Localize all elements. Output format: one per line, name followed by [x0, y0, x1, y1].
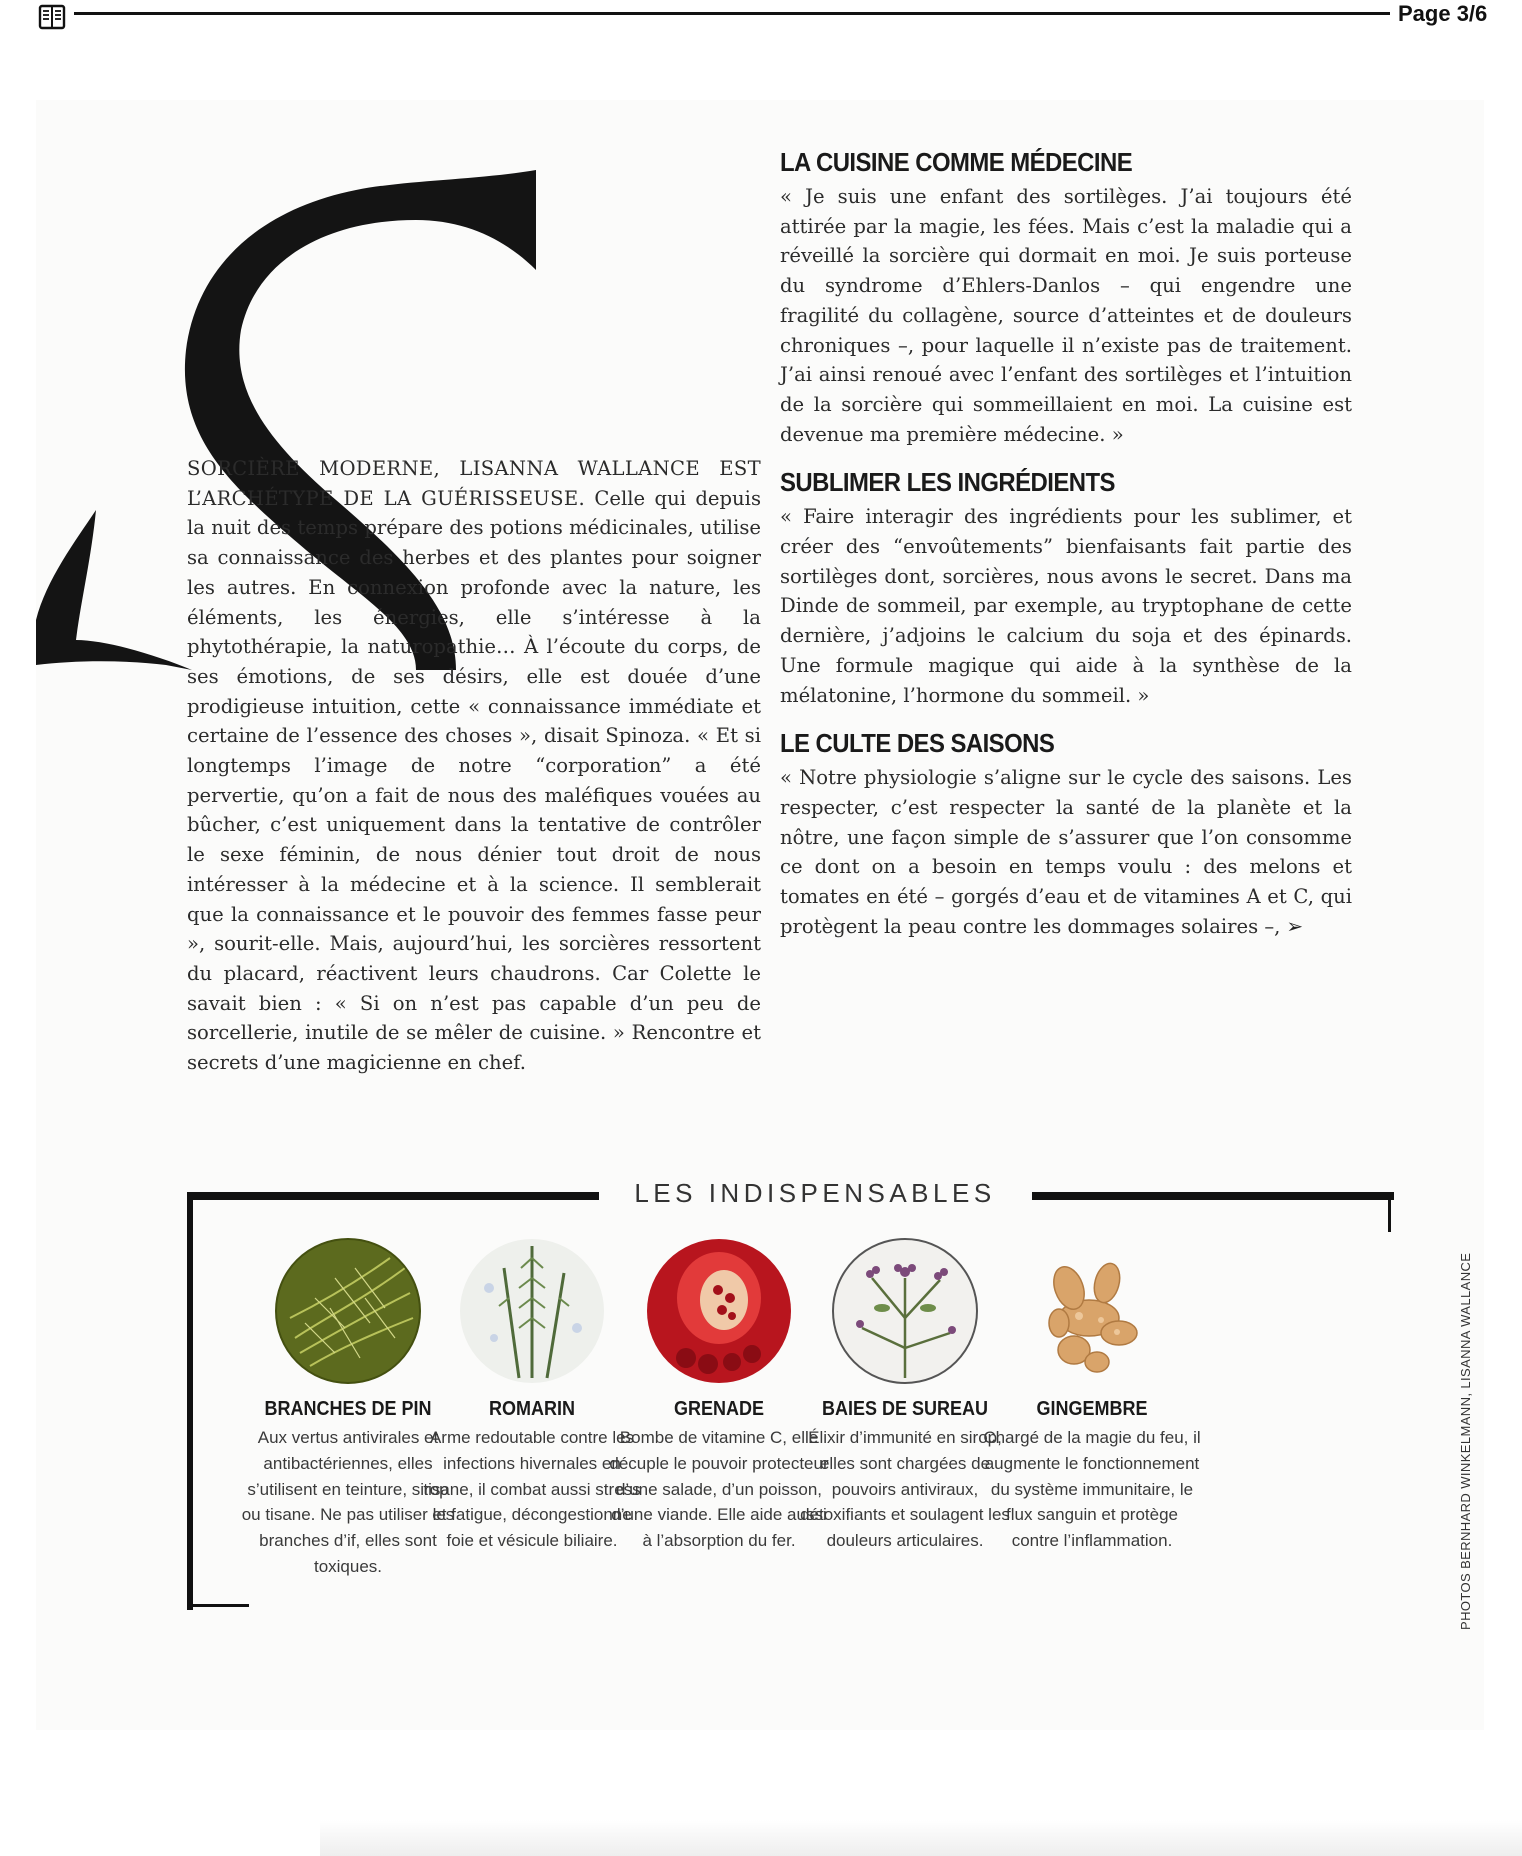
box-border-top-left — [187, 1192, 599, 1200]
section-text — [780, 763, 1352, 941]
page-bottom-shadow — [320, 1820, 1522, 1856]
box-border-top-right — [1032, 1192, 1394, 1200]
section-ingredients — [780, 467, 1352, 710]
rosemary-image — [459, 1238, 605, 1384]
reader-top-bar — [0, 0, 1522, 30]
intro-body: Celle qui depuis la nuit des temps prépare des potions médicinales, utilise sa connaissance des herbes et des plantes pour soigner les autres. En connexion profonde avec la nature, les éléments, les énergies, elle s’intéresse à la phytothérapie, la naturopathie… À l’écoute du corps, de ses émotions, de ses désirs, elle est douée d’une prodigieuse intuition, cette « connaissance immédiate et certaine de l’essence des choses », disait Spinoza. « Et si longtemps l’image de notre “corporation” a été pervertie, qu’on a fait de nous des maléfiques vouées au bûcher, c’est uniquement dans la tentative de contrôler le sexe féminin, de nous dénier tout droit de nous intéresser à la médecine et à la science. Il semblerait que la connaissance et le pouvoir des femmes fasse peur », sourit-elle. Mais, aujourd’hui, les sorcières ressortent du placard, réactivent leurs chaudrons. Car Colette le savait bien : « Si on n’est pas capable d’un peu de sorcellerie, inutile de se mêler de cuisine. » Rencontre et secrets d’une magicienne en chef. — [187, 486, 761, 1075]
pine-branch-image — [275, 1238, 421, 1384]
pomegranate-image — [646, 1238, 792, 1384]
section-title: LA CUISINE COMME MÉDECINE — [780, 147, 1133, 177]
item-title: GRENADE — [673, 1398, 764, 1420]
item-description: Arme redoutable contre les infections hivernales en tisane, il combat aussi stress et fatigue, décongestionne foie et vésicule biliaire. — [423, 1428, 641, 1551]
item-title: ROMARIN — [488, 1398, 575, 1420]
item-title: GINGEMBRE — [1036, 1398, 1148, 1420]
item-description: Bombe de vitamine C, elle décuple le pouvoir protecteur d’une salade, d’un poisson, d’une viande. Elle aide aussi à l’absorption du fer. — [609, 1428, 829, 1551]
intro-paragraph — [187, 454, 761, 1078]
indispensables-title: LES INDISPENSABLES — [634, 1178, 996, 1208]
section-text: « Faire interagir des ingrédients pour les sublimer, et créer des “envoûtements” bienfaisants fait partie des sortilèges dont, sorcières, nous avons le secret. Dans ma Dinde de sommeil, par exemple, au tryptophane de cette dernière, j’adjoins le calcium du soja et des épinards. Une formule magique qui aide à la synthèse de la mélatonine, l’hormone du sommeil. » — [780, 505, 1352, 707]
ginger-image — [1019, 1238, 1165, 1384]
item-description: Chargé de la magie du feu, il augmente le fonctionnement du système immunitaire, le flux sanguin et protège contre l’inflammation. — [983, 1428, 1201, 1551]
page-indicator: Page 3/6 — [1398, 1, 1488, 26]
item-description: Élixir d’immunité en sirop, elles sont chargées de pouvoirs antiviraux, détoxifiants et soulagent les douleurs articulaires. — [800, 1428, 1010, 1551]
elderberry-image — [832, 1238, 978, 1384]
intro-lead-caps: SORCIÈRE MODERNE, LISANNA WALLANCE EST L’ARCHÉTYPE DE LA GUÉRISSEUSE. — [187, 457, 761, 510]
box-border-left — [187, 1192, 193, 1610]
right-column — [780, 147, 1352, 959]
section-saisons — [780, 728, 1352, 941]
section-text: « Je suis une enfant des sortilèges. J’ai toujours été attirée par la magie, les fées. Mais c’est la maladie qui a réveillé la sorcière qui dormait en moi. Je suis porteuse du syndrome d’Ehlers-Danlos – qui engendre une fragilité du collagène, source d’atteintes et de douleurs chroniques –, pour laquelle il n’existe pas de traitement. J’ai ainsi renoué avec l’enfant des sortilèges et l’intuition de la sorcière qui sommeillaient en moi. La cuisine est devenue ma première médecine. » — [780, 185, 1352, 446]
section-cuisine — [780, 147, 1352, 449]
section-title: SUBLIMER LES INGRÉDIENTS — [780, 467, 1115, 498]
item-description: Aux vertus antivirales et antibactériennes, elles s’utilisent en teinture, sirop ou tisane. Ne pas utiliser les branches d’if, elles sont toxiques. — [241, 1428, 455, 1576]
box-border-bottom — [187, 1604, 249, 1607]
item-title: BAIES DE SUREAU — [821, 1398, 989, 1420]
item-title: BRANCHES DE PIN — [264, 1398, 432, 1420]
continue-arrow-icon: ➢ — [1286, 913, 1304, 938]
section-title: LE CULTE DES SAISONS — [780, 728, 1055, 759]
item-gingembre — [982, 1238, 1202, 1554]
photo-credit: PHOTOS BERNHARD WINKELMANN, LISANNA WALLANCE — [1458, 1252, 1473, 1630]
section-text-body: « Notre physiologie s’aligne sur le cycle des saisons. Les respecter, c’est respecter la santé de la planète et la nôtre, une façon simple de s’assurer que l’on consomme ce dont on a besoin en temps voulu : des melons et tomates en été – gorgés d’eau et de vitamines A et C, qui protègent la peau contre les dommages solaires –, — [780, 766, 1352, 938]
box-border-right — [1388, 1192, 1391, 1232]
top-divider — [74, 12, 1390, 15]
book-icon[interactable] — [38, 3, 66, 31]
